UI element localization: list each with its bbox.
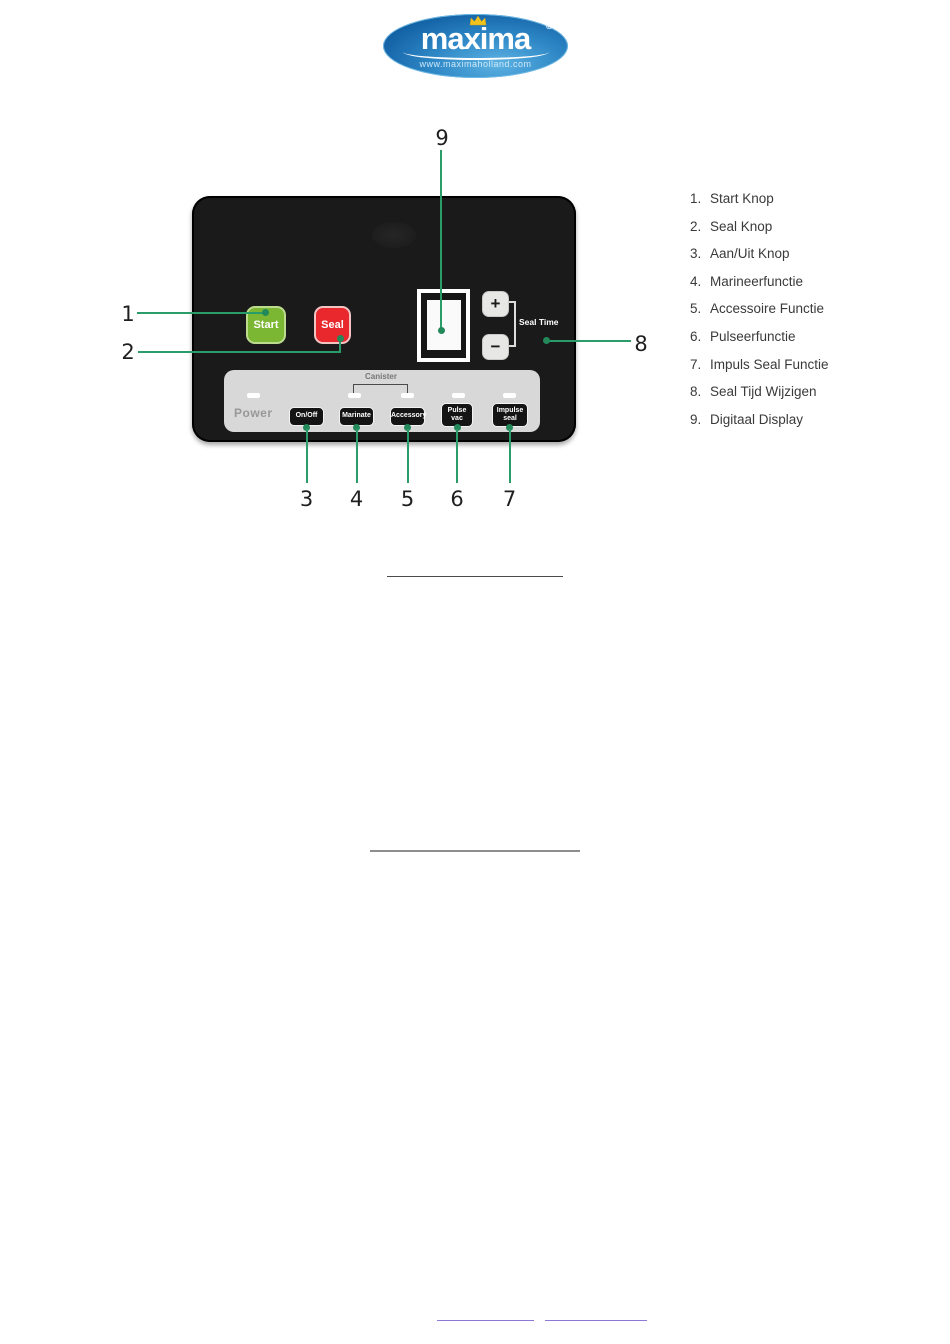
brand-name: maxima <box>420 21 531 56</box>
impulse-seal-button-label-1: Impulse <box>496 406 524 414</box>
accessory-led-indicator <box>401 393 414 398</box>
registered-mark-icon: ® <box>545 21 553 32</box>
legend-item-2 <box>690 219 930 234</box>
legend-item-9-label: Digitaal Display <box>710 411 804 427</box>
legend-item-5-num: 5. <box>690 301 702 317</box>
power-led-indicator <box>247 393 260 398</box>
canister-bracket <box>353 384 408 393</box>
legend-item-7-label: Impuls Seal Functie <box>710 356 829 372</box>
callout-9-dot <box>438 327 445 334</box>
callout-5-line <box>407 429 409 483</box>
callout-7-line <box>509 429 511 483</box>
callout-7: 7 <box>502 487 517 511</box>
section-divider-2 <box>370 850 580 852</box>
legend-item-5-label: Accessoire Functie <box>710 301 825 317</box>
callout-4: 4 <box>349 487 364 511</box>
callout-2-line <box>138 351 341 353</box>
legend-item-9-num: 9. <box>690 411 702 427</box>
accessory-button-label: Accessory <box>391 412 427 420</box>
callout-9-line <box>440 150 442 330</box>
maxima-logo <box>383 14 568 78</box>
seal-time-label: Seal Time <box>519 317 559 327</box>
callout-6: 6 <box>450 487 464 511</box>
callout-2-dot <box>337 335 344 342</box>
seal-time-bracket <box>509 301 516 347</box>
callout-1-dot <box>262 309 269 316</box>
logo-swoosh <box>403 44 549 60</box>
seal-time-minus-button: − <box>482 334 509 360</box>
legend-item-8-num: 8. <box>690 384 702 400</box>
power-label: Power <box>234 406 273 420</box>
section-divider-1 <box>387 576 563 577</box>
legend-item-7-num: 7. <box>690 356 702 372</box>
start-button: Start <box>246 306 286 344</box>
legend-item-5 <box>690 301 930 316</box>
legend-item-1-num: 1. <box>690 191 702 206</box>
legend-item-1 <box>690 191 930 206</box>
legend-item-3-label: Aan/Uit Knop <box>710 246 790 262</box>
callout-3: 3 <box>299 487 314 511</box>
callout-4-line <box>356 429 358 483</box>
marinate-led-indicator <box>348 393 361 398</box>
legend-item-8 <box>690 384 930 399</box>
callout-1-line <box>137 312 266 314</box>
legend-item-7 <box>690 357 930 372</box>
seal-time-plus-button: + <box>482 291 509 317</box>
legend-item-6-num: 6. <box>690 328 702 344</box>
legend-item-2-num: 2. <box>690 218 702 234</box>
callout-8-dot <box>543 337 550 344</box>
callout-6-line <box>456 429 458 483</box>
legend-item-2-label: Seal Knop <box>710 218 773 234</box>
legend-item-6-label: Pulseerfunctie <box>710 328 796 344</box>
legend-item-6 <box>690 329 930 344</box>
seal-button: Seal <box>314 306 351 344</box>
callout-9: 9 <box>435 126 449 150</box>
callout-3-line <box>306 429 308 483</box>
callout-8-line <box>547 340 631 342</box>
marinate-button-label: Marinate <box>342 412 371 420</box>
callout-8: 8 <box>634 332 648 356</box>
callout-5: 5 <box>400 487 415 511</box>
canister-label: Canister <box>364 372 397 381</box>
pulse-vac-led-indicator <box>452 393 465 398</box>
legend-item-4-label: Marineerfunctie <box>710 273 804 289</box>
digital-display <box>417 289 470 362</box>
display-screen <box>427 300 461 350</box>
callout-2: 2 <box>121 340 135 364</box>
legend-item-3 <box>690 246 930 261</box>
legend-item-1-label: Start Knop <box>710 191 774 206</box>
panel-reflection <box>372 222 416 248</box>
on-off-button-label: On/Off <box>295 412 318 420</box>
footer-link-1[interactable] <box>437 1320 534 1321</box>
pulse-vac-button-label-1: Pulse <box>447 406 467 414</box>
impulse-seal-button-label-2: seal <box>503 415 517 422</box>
legend-item-9 <box>690 412 930 427</box>
pulse-vac-button-label-2: vac <box>451 415 463 422</box>
legend-item-8-label: Seal Tijd Wijzigen <box>710 384 817 400</box>
logo-website: www.maximaholland.com <box>419 59 532 69</box>
legend-list <box>690 191 930 439</box>
legend-item-4 <box>690 274 930 289</box>
legend-item-3-num: 3. <box>690 246 702 262</box>
footer-link-2[interactable] <box>545 1320 647 1321</box>
callout-1: 1 <box>121 302 135 326</box>
impulse-seal-led-indicator <box>503 393 516 398</box>
legend-item-4-num: 4. <box>690 273 702 289</box>
